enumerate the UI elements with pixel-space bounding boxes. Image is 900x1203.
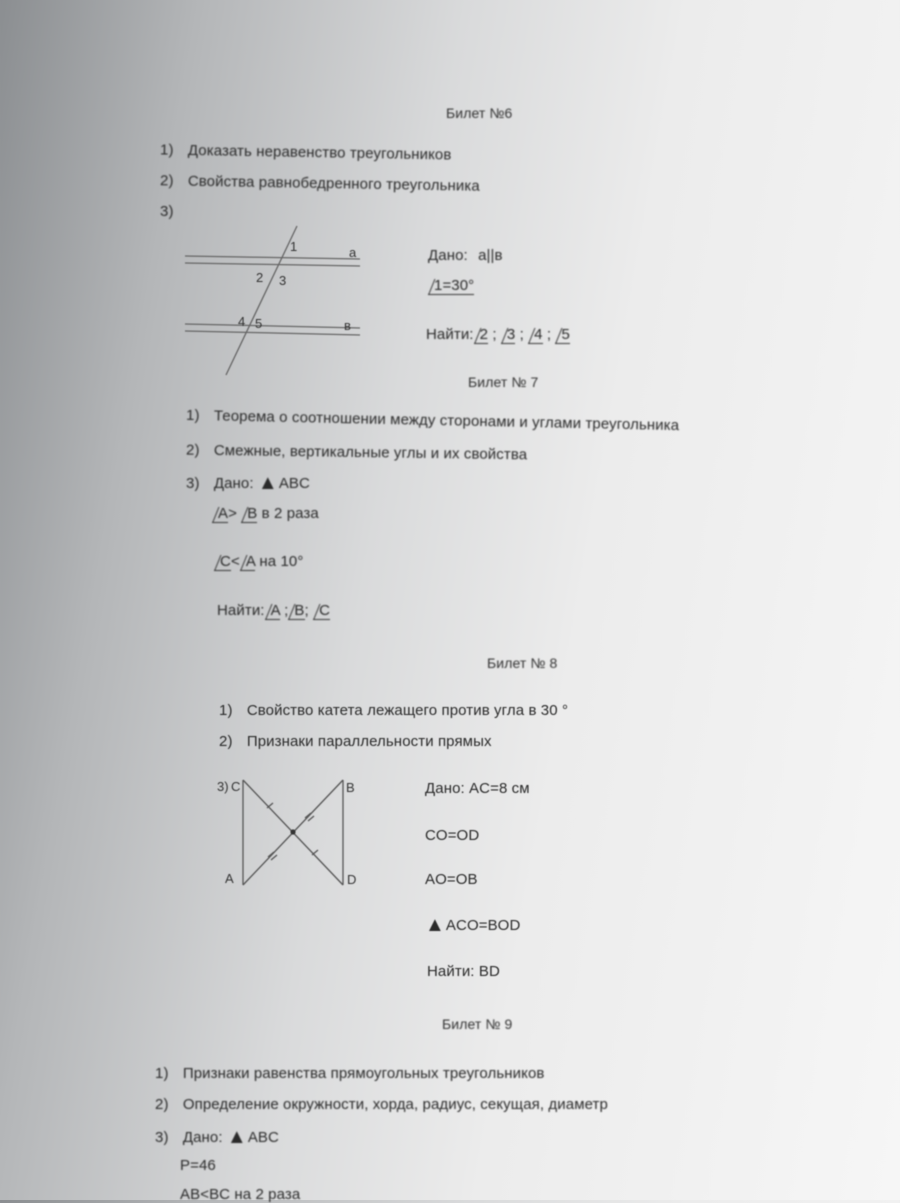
ticket-8-co: CO=OD: [425, 827, 480, 844]
item-number: 2): [219, 733, 233, 750]
triangle-name: ABC: [278, 475, 310, 492]
ticket-9-item-1: [155, 1065, 545, 1082]
separator: ;: [284, 602, 289, 619]
item-text: Свойство катета лежащего против угла в 30 °: [246, 702, 569, 719]
figure-number: 3): [217, 779, 229, 794]
line-b-label: в: [344, 318, 351, 333]
item-text: Признаки равенства прямоугольных треугольников: [182, 1065, 545, 1082]
ticket-8-ao: AO=OB: [425, 871, 478, 888]
given-label: Дано:: [213, 475, 254, 492]
operator: >: [228, 505, 237, 522]
ticket-8-given: Дано: AC=8 см: [425, 780, 530, 797]
angle-value: B: [247, 505, 258, 522]
given-label: Дано:: [428, 247, 468, 264]
ticket-6-item-3: 3): [160, 203, 174, 220]
angle-4-label: 4: [238, 314, 246, 329]
triangle-icon: ▲: [425, 914, 445, 936]
ticket-9-relation: AB<BC на 2 раза: [180, 1186, 301, 1203]
triangle-icon: ▲: [226, 1126, 247, 1148]
item-number: 1): [219, 702, 233, 719]
separator: ;: [304, 602, 309, 619]
relation-text: на 10°: [259, 553, 304, 570]
item-number: 2): [155, 1096, 169, 1113]
item-number: 2): [159, 172, 174, 190]
triangle-equality: ACO=BOD: [445, 917, 521, 934]
angle-value: B: [294, 602, 305, 619]
item-text: Доказать неравенство треугольников: [187, 141, 452, 164]
point-b-label: B: [346, 780, 355, 795]
ticket-9-item-3: [155, 1126, 279, 1149]
separator: ;: [492, 326, 497, 343]
triangle-name: ABC: [247, 1129, 279, 1146]
angle-value: A: [218, 505, 229, 522]
relation-text: в 2 раза: [261, 505, 319, 522]
ticket-9-item-2: [155, 1096, 608, 1113]
angle-5-label: 5: [255, 316, 263, 331]
point-a-label: A: [225, 871, 234, 886]
angle-value: 1=30°: [434, 277, 475, 294]
item-number: 2): [185, 441, 200, 459]
angle-value: A: [245, 553, 256, 570]
item-number: 3): [155, 1129, 169, 1146]
given-parallel: а||в: [478, 247, 503, 264]
angle-value: 5: [561, 326, 570, 343]
item-number: 1): [155, 1065, 169, 1082]
ticket-8-title: Билет № 8: [487, 655, 558, 671]
triangle-icon: ▲: [257, 472, 278, 494]
find-label: Найти:: [217, 602, 265, 619]
angle-3-label: 3: [279, 273, 287, 288]
item-number: 1): [185, 406, 200, 425]
point-c-label: C: [231, 779, 241, 794]
line-a-label: а: [349, 245, 357, 260]
angle-value: 4: [534, 326, 543, 343]
angle-value: A: [270, 602, 280, 619]
separator: ;: [546, 326, 552, 343]
ticket-9-perimeter: P=46: [180, 1157, 216, 1174]
point-d-label: D: [347, 872, 357, 887]
angle-value: C: [220, 553, 231, 570]
ticket-6-title: Билет №6: [446, 105, 513, 121]
item-text: Свойства равнобедренного треугольника: [187, 172, 480, 195]
angle-value: 3: [506, 326, 516, 343]
ticket-7-title: Билет № 7: [468, 374, 539, 390]
item-text: Смежные, вертикальные углы и их свойства: [213, 442, 528, 464]
item-text: Определение окружности, хорда, радиус, секущая, диаметр: [182, 1096, 608, 1113]
item-number: 1): [159, 141, 174, 159]
angle-value: 2: [479, 326, 489, 343]
separator: ;: [519, 326, 524, 343]
ticket-9-title: Билет № 9: [442, 1016, 513, 1032]
operator: <: [230, 553, 240, 570]
angle-value: C: [319, 602, 331, 619]
angle-1-label: 1: [290, 239, 298, 254]
item-text: Теорема о соотношении между сторонами и углами треугольника: [213, 407, 680, 435]
find-label: Найти:: [426, 326, 474, 343]
given-label: Дано:: [182, 1129, 223, 1146]
item-text: Признаки параллельности прямых: [246, 733, 492, 750]
angle-2-label: 2: [256, 270, 264, 285]
ticket-8-triangles: [425, 914, 520, 937]
ticket-8-find: Найти: BD: [427, 963, 500, 980]
item-number: 3): [186, 475, 200, 492]
